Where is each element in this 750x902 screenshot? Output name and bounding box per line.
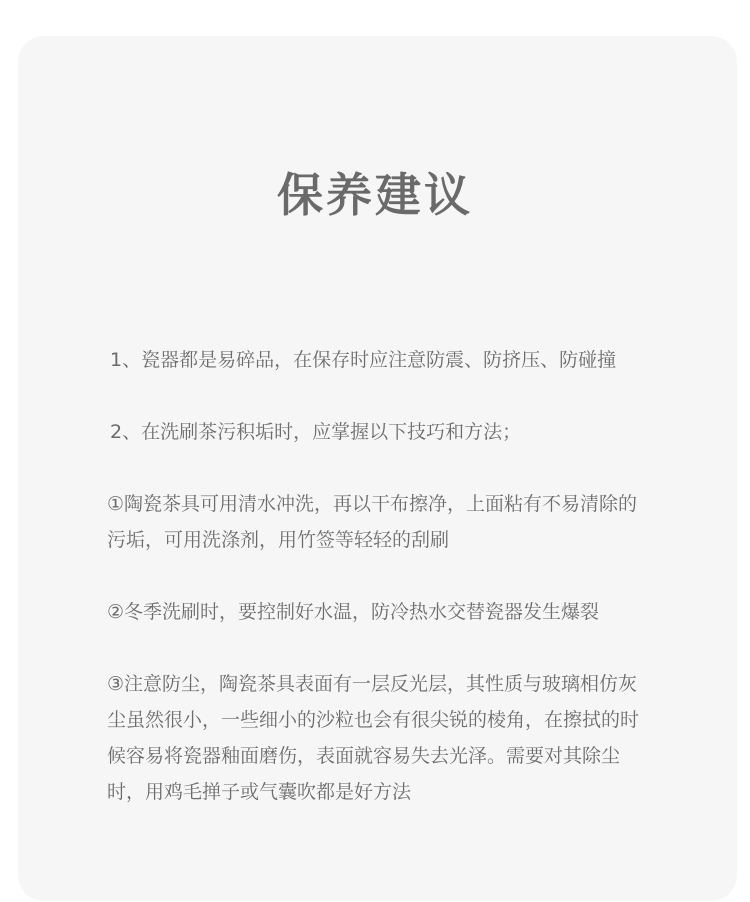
page-title: 保养建议	[277, 168, 473, 222]
paragraph-1: 1、瓷器都是易碎品，在保存时应注意防震、防挤压、防碰撞	[110, 349, 617, 371]
paragraph-2: 2、在洗刷茶污积垢时，应掌握以下技巧和方法；	[110, 421, 522, 443]
care-instructions	[107, 342, 652, 846]
paragraph-5: ③注意防尘，陶瓷茶具表面有一层反光层，其性质与玻璃相仿灰尘虽然很小，一些细小的沙粒也会有很尖锐的棱角，在擦拭的时候容易将瓷器釉面磨伤，表面就容易失去光泽。需要对其除尘时，用鸡毛掸子或气囊吹都是好方法	[107, 673, 640, 803]
paragraph-3: ①陶瓷茶具可用清水冲洗，再以干布擦净，上面粘有不易清除的污垢，可用洗涤剂，用竹签等轻轻的刮刷	[107, 493, 638, 551]
paragraph-4: ②冬季洗刷时，要控制好水温，防冷热水交替瓷器发生爆裂	[107, 601, 600, 623]
